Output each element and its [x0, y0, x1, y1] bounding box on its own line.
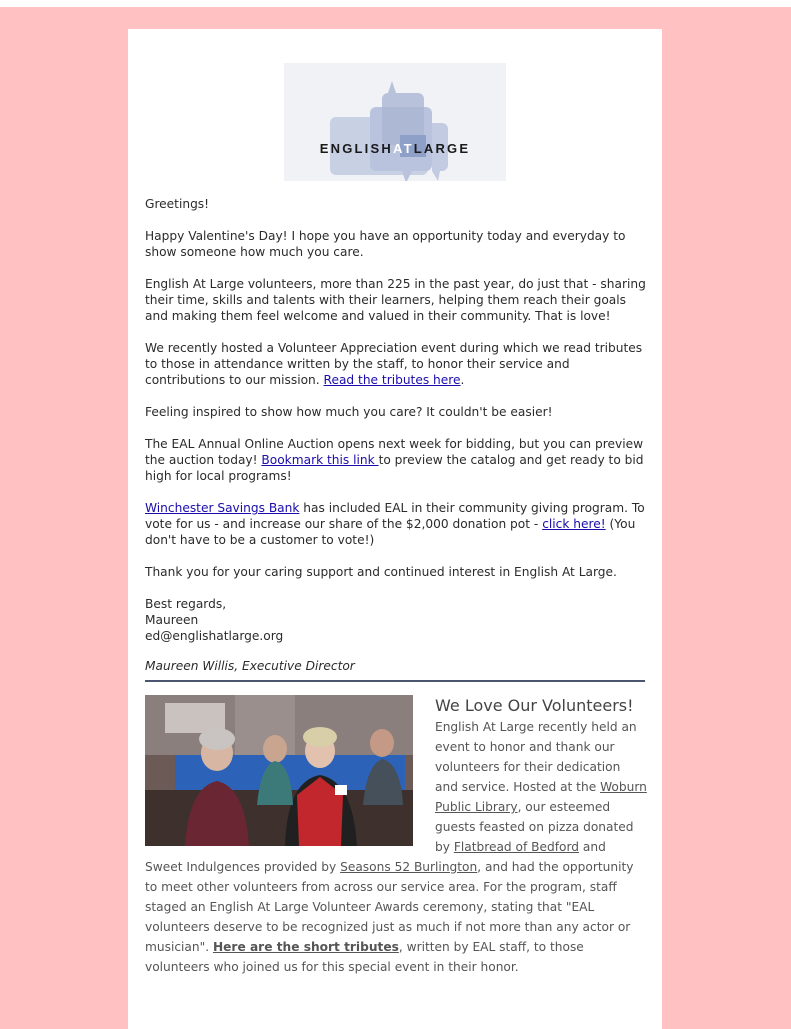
volunteer-event-photo [145, 695, 413, 846]
bank-text-after: (You don't have to be a customer to vote!) [145, 517, 636, 547]
photo-illustration [145, 695, 413, 846]
paragraph-valentine: Happy Valentine's Day! I hope you have an opportunity today and everyday to show someone how much you care. [145, 229, 626, 259]
flatbread-bedford-link[interactable]: Flatbread of Bedford [453, 840, 580, 854]
vol-text-1: English At Large recently held an event to honor and thank our volunteers for their dedication and service. Hosted at the [435, 720, 637, 794]
seasons-52-link[interactable]: Seasons 52 Burlington [340, 860, 478, 874]
bank-text: has included EAL in their community giving program. To vote for us - and increase our share of the $2,000 donation pot - [145, 501, 645, 531]
vol-text-3: and Sweet Indulgences provided by [145, 840, 606, 874]
logo-wordmark [284, 141, 506, 156]
section-divider [145, 680, 645, 682]
paragraph-volunteers: English At Large volunteers, more than 225 in the past year, do just that - sharing their time, skills and talents with their learners, helping them reach their goals and making them feel welcome and valued in their community. That is love! [145, 277, 646, 323]
auction-text: The EAL Annual Online Auction opens next week for bidding, but you can preview the auction today! [145, 437, 644, 467]
signoff [145, 596, 647, 644]
newsletter-card [128, 29, 662, 1029]
letter-body [145, 196, 647, 690]
paragraph-appreciation [145, 340, 647, 388]
top-strip [0, 0, 791, 7]
signer-name: Maureen [145, 613, 199, 627]
vol-text-5: , written by EAL staff, to those volunteers who joined us for this special event in their honor. [145, 940, 584, 974]
vol-text-4: , and had the opportunity to meet other volunteers from across our service area. For the program, staff staged an English At Large Volunteer Awards ceremony, stating that "EAL volunteers deserve to be recognized just as much if not more than any actor or musician". [145, 860, 634, 954]
vote-click-here-link[interactable]: click here! [542, 517, 606, 531]
english-at-large-logo [284, 63, 506, 181]
paragraph-thanks: Thank you for your caring support and continued interest in English At Large. [145, 565, 617, 579]
volunteers-section [145, 695, 647, 977]
logo-word-english: ENGLISH [319, 141, 393, 156]
appreciation-text: We recently hosted a Volunteer Appreciation event during which we read tributes to those in attendance written by the staff, to honor their service and contributions to our mission. [145, 341, 643, 387]
bookmark-auction-link[interactable]: Bookmark this link [261, 453, 379, 467]
closing: Best regards, [145, 597, 227, 611]
appreciation-period: . [460, 373, 465, 387]
logo-word-large: LARGE [413, 141, 471, 156]
paragraph-inspired: Feeling inspired to show how much you care? It couldn't be easier! [145, 405, 553, 419]
woburn-library-link[interactable]: Woburn Public Library [435, 780, 647, 814]
signer-email: ed@englishatlarge.org [145, 629, 284, 643]
greeting: Greetings! [145, 197, 210, 211]
volunteers-heading: We Love Our Volunteers! [435, 696, 634, 715]
winchester-savings-bank-link[interactable]: Winchester Savings Bank [145, 501, 300, 515]
speech-bubbles-logo-graphic [284, 63, 506, 181]
paragraph-auction [145, 436, 647, 484]
vol-text-2: , our esteemed guests feasted on pizza donated by [435, 800, 634, 854]
short-tributes-link[interactable]: Here are the short tributes [212, 940, 399, 954]
paragraph-bank [145, 500, 647, 548]
executive-signature: Maureen Willis, Executive Director [145, 659, 355, 673]
read-tributes-link[interactable]: Read the tributes here [323, 373, 461, 387]
auction-text-after: to preview the catalog and get ready to bid high for local programs! [145, 453, 644, 483]
logo-word-at: AT [392, 141, 414, 156]
